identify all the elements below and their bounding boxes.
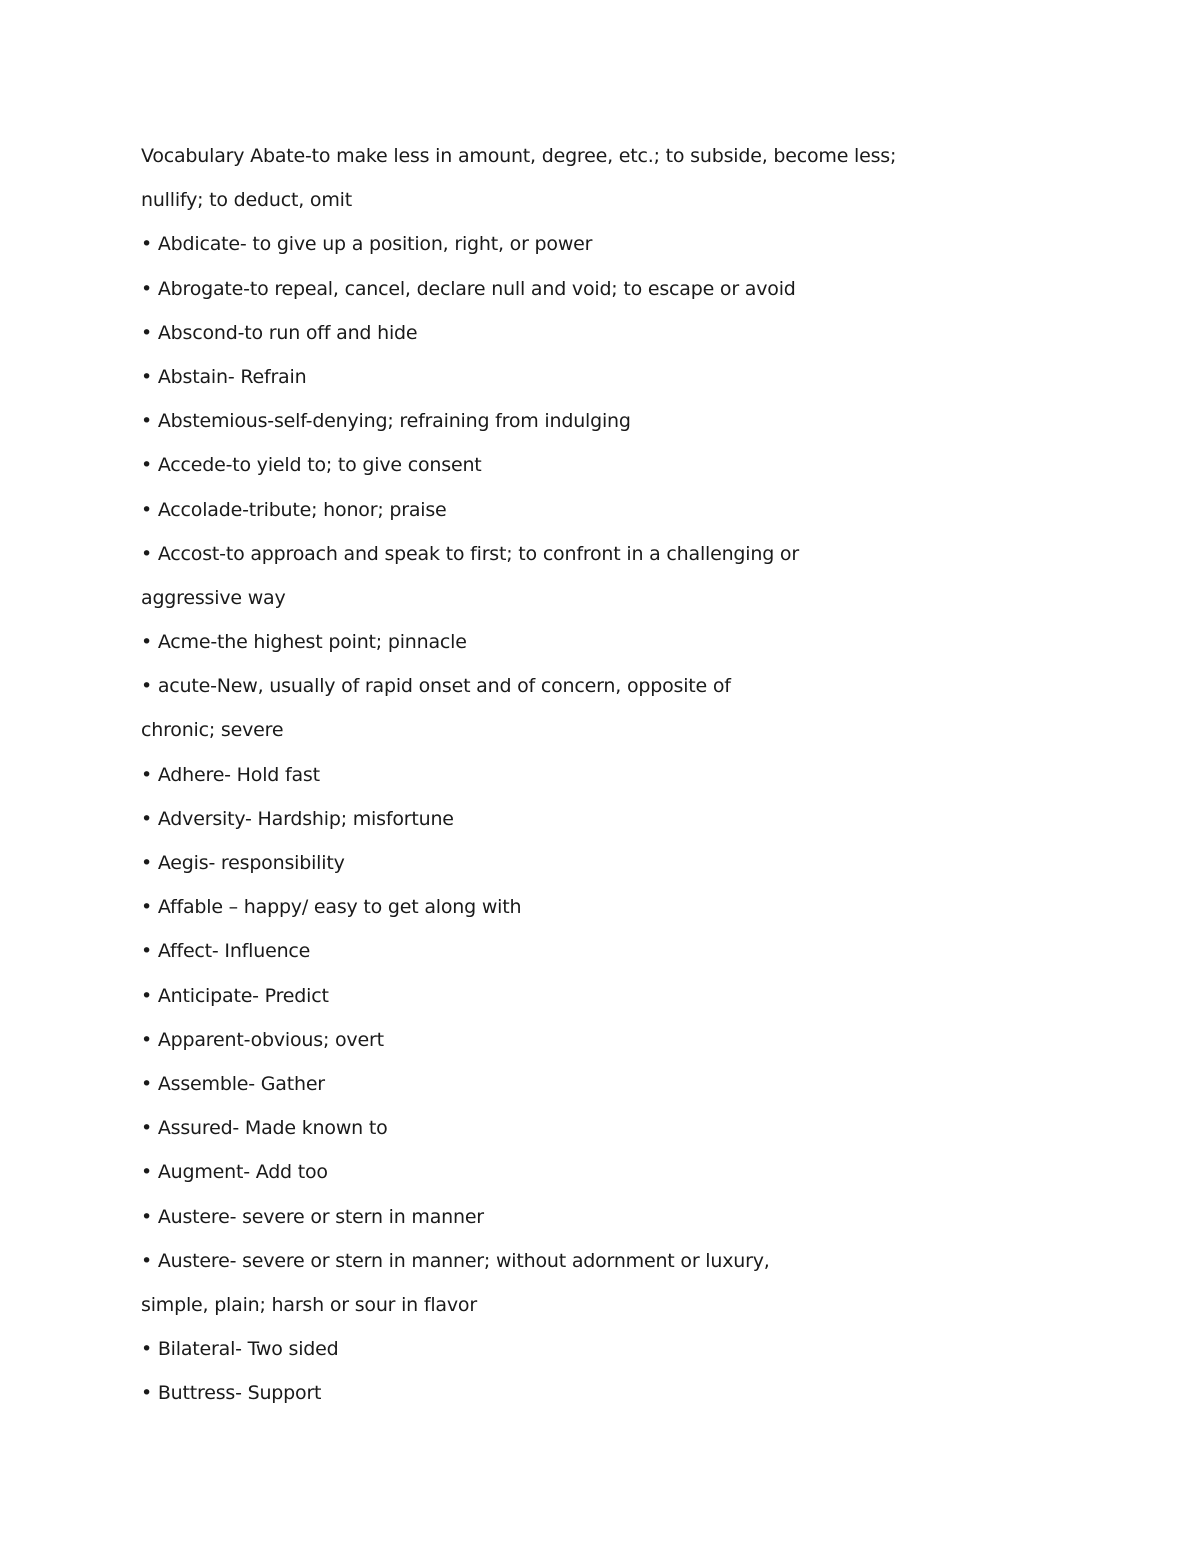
text-line: • Affect- Influence [141,940,311,963]
text-line: simple, plain; harsh or sour in flavor [141,1293,477,1316]
text-line: • Accost-to approach and speak to first; to confront in a challenging or [141,542,799,565]
text-line: • acute-New, usually of rapid onset and of concern, opposite of [141,675,731,698]
text-line: • Apparent-obvious; overt [141,1028,384,1051]
text-line: • Adhere- Hold fast [141,763,320,786]
text-line: • Assured- Made known to [141,1117,388,1140]
text-line: • Abscond-to run off and hide [141,321,418,344]
text-line: nullify; to deduct, omit [141,189,352,212]
text-line: • Austere- severe or stern in manner; without adornment or luxury, [141,1249,770,1272]
text-line: • Abdicate- to give up a position, right, or power [141,233,593,256]
text-line: • Abstain- Refrain [141,365,307,388]
text-line: • Abrogate-to repeal, cancel, declare null and void; to escape or avoid [141,277,796,300]
text-line: • Buttress- Support [141,1382,322,1405]
text-line: • Accede-to yield to; to give consent [141,454,482,477]
text-line: • Bilateral- Two sided [141,1338,339,1361]
text-line: aggressive way [141,586,286,609]
text-line: • Augment- Add too [141,1161,328,1184]
text-line: • Adversity- Hardship; misfortune [141,807,454,830]
text-line: • Anticipate- Predict [141,984,329,1007]
text-line: • Affable – happy/ easy to get along with [141,896,522,919]
vocabulary-list [141,140,1041,1421]
text-line: • Accolade-tribute; honor; praise [141,498,447,521]
text-line: Vocabulary Abate-to make less in amount, degree, etc.; to subside, become less; [141,145,897,167]
text-line: • Assemble- Gather [141,1072,325,1095]
text-line: • Aegis- responsibility [141,852,345,874]
text-line: • Austere- severe or stern in manner [141,1205,484,1228]
text-line: chronic; severe [141,719,284,742]
text-line: • Abstemious-self-denying; refraining from indulging [141,410,631,433]
text-line: • Acme-the highest point; pinnacle [141,631,467,654]
